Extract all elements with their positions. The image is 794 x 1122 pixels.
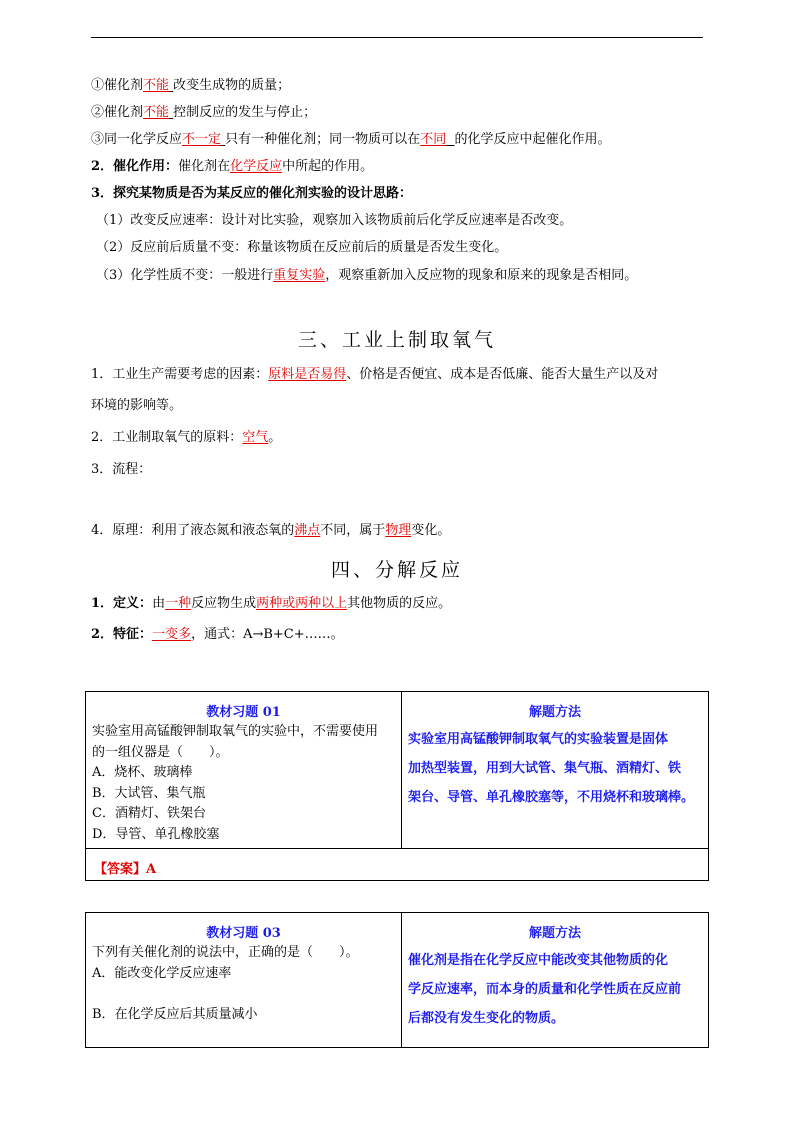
section-title-industrial-oxygen: 三、工业上制取氧气 xyxy=(297,329,496,351)
fill-blank: 一变多 xyxy=(152,627,192,642)
fill-blank: 物理 xyxy=(385,523,412,538)
fill-blank: 一种 xyxy=(165,596,192,611)
question-line: 下列有关催化剂的说法中，正确的是（ ）。 xyxy=(92,945,359,960)
point-text: 改变生成物的质量； xyxy=(173,78,291,93)
decomposition-definition xyxy=(91,596,451,612)
section-title-decomposition: 四、分解反应 xyxy=(330,559,463,581)
catalyst-point-2 xyxy=(91,105,316,121)
point-text: ③同一化学反应 xyxy=(91,132,183,147)
fill-blank: 重复实验 xyxy=(273,268,326,283)
experiment-item-2: （2）反应前后质量不变：称量该物质在反应前后的质量是否发生变化。 xyxy=(96,240,508,255)
item-text: 4．原理：利用了液态氮和液态氧的 xyxy=(91,523,295,538)
exercise-03-question-cell xyxy=(86,913,402,1047)
item-text: 。 xyxy=(268,430,282,445)
point-text: ②催化剂 xyxy=(91,105,144,120)
point-text: 只有一种催化剂；同一物质可以在 xyxy=(225,132,421,147)
catalyst-point-1 xyxy=(91,78,290,94)
industrial-line-3: 3．流程： xyxy=(91,462,152,477)
exercise-03-method-title: 解题方法 xyxy=(528,926,581,941)
exercise-01-box xyxy=(85,691,709,881)
answer-divider xyxy=(86,848,708,849)
item-text: 不同，属于 xyxy=(320,523,386,538)
option-a: A．烧杯、玻璃棒 xyxy=(92,765,193,780)
exercise-01-title: 教材习题 01 xyxy=(206,705,281,720)
fill-blank: 两种或两种以上 xyxy=(256,596,348,611)
industrial-line-2 xyxy=(91,430,281,446)
exercise-01-method-title: 解题方法 xyxy=(528,705,581,720)
item-text: ，通式：A→B+C+……。 xyxy=(191,627,344,642)
fill-blank: 不能 xyxy=(143,105,170,120)
item-text: 1．工业生产需要考虑的因素： xyxy=(91,367,269,382)
point-text: 控制反应的发生与停止； xyxy=(173,105,317,120)
exercise-01-method-text xyxy=(408,725,704,812)
item-label: 特征： xyxy=(113,627,153,642)
exercise-03-method-text xyxy=(408,946,704,1033)
option-gap xyxy=(92,984,393,1005)
point-text: ①催化剂 xyxy=(91,78,144,93)
exercise-03-box xyxy=(85,912,709,1048)
method-line: 架台、导管、单孔橡胶塞等，不用烧杯和玻璃棒。 xyxy=(408,790,695,805)
item-number: 2． xyxy=(91,159,114,174)
fill-blank: 不能 xyxy=(143,78,170,93)
exercise-01-method-cell xyxy=(402,692,708,848)
point-text: 的化学反应中起催化作用。 xyxy=(454,132,611,147)
industrial-line-1 xyxy=(91,367,658,383)
option-b: B．大试管、集气瓶 xyxy=(92,785,206,801)
item-text: ，观察重新加入反应物的现象和原来的现象是否相同。 xyxy=(325,268,638,283)
exercise-03-question xyxy=(92,943,393,1026)
item-text: 反应物生成 xyxy=(191,596,257,611)
fill-blank: 空气 xyxy=(242,430,269,445)
method-line: 学反应速率，而本身的质量和化学性质在反应前 xyxy=(408,982,682,997)
experiment-item-3 xyxy=(96,268,637,284)
header-rule xyxy=(91,37,703,38)
method-line: 实验室用高锰酸钾制取氧气的实验装置是固体 xyxy=(408,732,669,747)
item-text: （3）化学性质不变：一般进行 xyxy=(96,268,274,283)
question-line: 的一组仪器是（ ）。 xyxy=(92,744,229,760)
item-label: 催化作用： xyxy=(113,159,179,174)
item-text: 其他物质的反应。 xyxy=(347,596,452,611)
item-text: 由 xyxy=(152,596,166,611)
exercise-01-question-cell xyxy=(86,692,402,848)
item-text: 催化剂在 xyxy=(178,159,231,174)
item-text: 中所起的作用。 xyxy=(282,159,374,174)
option-a: A．能改变化学反应速率 xyxy=(92,965,232,981)
item-number: 1． xyxy=(91,596,114,611)
method-line: 催化剂是指在化学反应中能改变其他物质的化 xyxy=(408,953,669,968)
option-b: B．在化学反应后其质量减小 xyxy=(92,1007,258,1022)
exercise-03-title: 教材习题 03 xyxy=(206,926,281,941)
option-c: C．酒精灯、铁架台 xyxy=(92,806,206,821)
item-text: 、价格是否便宜、成本是否低廉、能否大量生产以及对 xyxy=(346,367,659,382)
fill-blank: 沸点 xyxy=(294,523,321,538)
industrial-line-4 xyxy=(91,523,450,539)
item-number: 2． xyxy=(91,627,114,642)
fill-blank: 原料是否易得 xyxy=(268,367,347,382)
experiment-design-heading: 3．探究某物质是否为某反应的催化剂实验的设计思路： xyxy=(91,186,413,201)
experiment-item-1: （1）改变反应速率：设计对比实验，观察加入该物质前后化学反应速率是否改变。 xyxy=(96,213,573,228)
catalyst-point-3 xyxy=(91,132,610,148)
industrial-line-1-cont: 环境的影响等。 xyxy=(91,398,183,413)
exercise-03-method-cell xyxy=(402,913,708,1047)
fill-blank: 不同 xyxy=(420,132,447,147)
decomposition-feature xyxy=(91,627,344,643)
option-d: D．导管、单孔橡胶塞 xyxy=(92,826,220,842)
exercise-01-answer: 【答案】A xyxy=(94,862,157,877)
method-line: 后都没有发生变化的物质。 xyxy=(408,1011,565,1026)
catalysis-effect xyxy=(91,159,373,175)
exercise-01-question xyxy=(92,722,393,845)
question-line: 实验室用高锰酸钾制取氧气的实验中，不需要使用 xyxy=(92,724,379,739)
item-text: 变化。 xyxy=(411,523,451,538)
item-text: 2．工业制取氧气的原料： xyxy=(91,430,243,445)
fill-blank: 不一定 xyxy=(182,132,222,147)
fill-blank: 化学反应 xyxy=(230,159,283,174)
method-line: 加热型装置，用到大试管、集气瓶、酒精灯、铁 xyxy=(408,761,682,776)
item-label: 定义： xyxy=(113,596,153,611)
